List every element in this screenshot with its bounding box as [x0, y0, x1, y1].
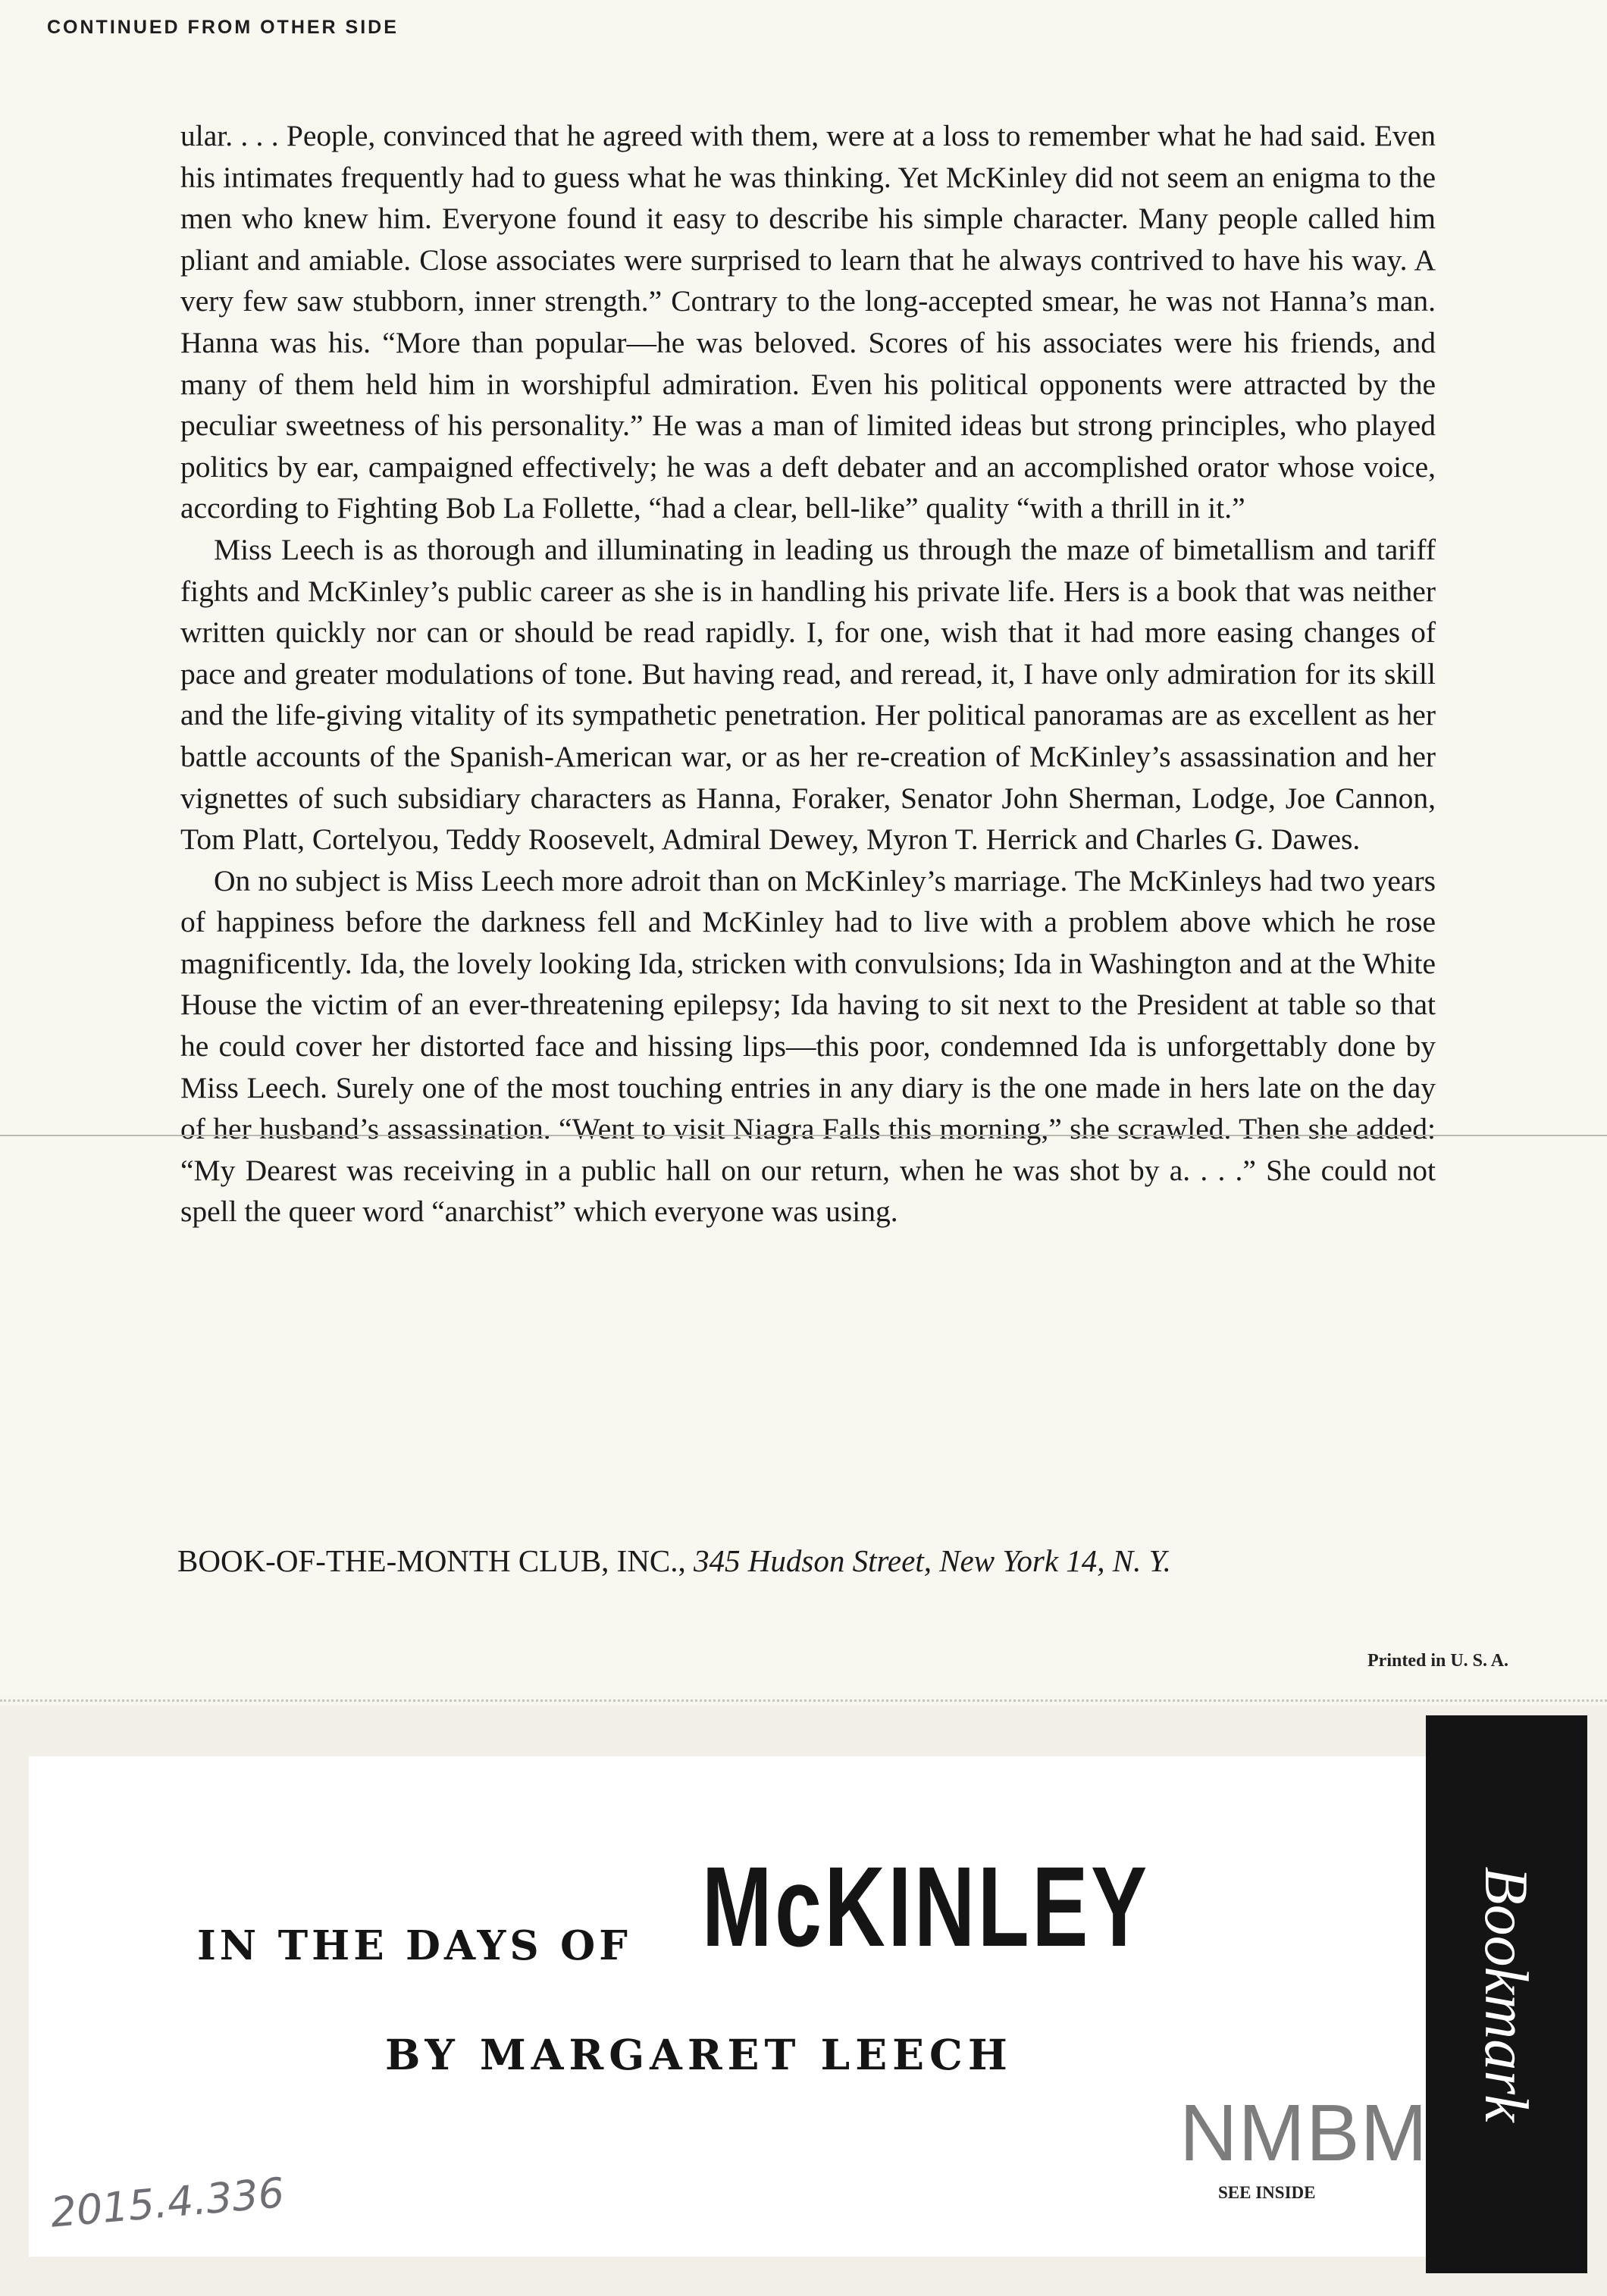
bookmark-tab-label: Bookmark	[1472, 1866, 1541, 2122]
book-title-prefix: IN THE DAYS OF	[197, 1922, 631, 1969]
publisher-address: 345 Hudson Street, New York 14, N. Y.	[694, 1543, 1171, 1578]
museum-watermark: NMBM	[1179, 2088, 1428, 2178]
accession-number: 2015.4.336	[49, 2169, 287, 2237]
paragraph-3: On no subject is Miss Leech more adroit than on McKinley’s marriage. The McKinleys had two years of happiness before the darkness fell and McKinley had to live with a problem above which he rose magnificently. Ida, the lovely looking Ida, stricken with convulsions; Ida in Washington and at the White House the victim of an ever-threatening epilepsy; Ida having to sit next to the President at table so that he could cover her distorted face and hissing lips—this poor, condemned Ida is unforgettably done by Miss Leech. Surely one of the most touching entries in any diary is the one made in hers late on the day of her husband’s assassination. “Went to visit Niagra Falls this morning,” she scrawled. Then she added: “My Dearest was receiving in a public hall on our return, when he was shot by a. . . .” She could not spell the queer word “anarchist” which everyone was using.	[180, 863, 1436, 1229]
paragraph-2: Miss Leech is as thorough and illuminating in leading us through the maze of bimetallism and tariff fights and McKinley’s public career as she is in handling his private life. Hers is a book that was neither written quickly nor can or should be read rapidly. I, for one, wish that it had more easing changes of pace and greater modulations of tone. But having read, and reread, it, I have only admiration for its skill and the life-giving vitality of its sympathetic penetration. Her political panoramas are as excellent as her battle accounts of the Spanish-American war, or as her re-creation of McKinley’s assassination and her vignettes of such subsidiary characters as Hanna, Foraker, Senator John Sherman, Lodge, Joe Cannon, Tom Platt, Cortelyou, Teddy Roosevelt, Admiral Dewey, Myron T. Herrick and Charles G. Dawes.	[180, 532, 1436, 857]
perforation-line	[0, 1699, 1607, 1702]
publisher-name: BOOK-OF-THE-MONTH CLUB, INC.,	[177, 1543, 686, 1578]
review-text	[180, 115, 1436, 1233]
publisher-line	[177, 1543, 1436, 1579]
printed-in-note: Printed in U. S. A.	[1367, 1651, 1509, 1671]
see-inside-note: SEE INSIDE	[1218, 2183, 1316, 2202]
continued-header: CONTINUED FROM OTHER SIDE	[47, 17, 399, 38]
book-title-main: McKINLEY	[702, 1843, 1150, 1970]
paragraph-1: ular. . . . People, convinced that he agreed with them, were at a loss to remember what he had said. Even his intimates frequently had to guess what he was thinking. Yet McKinley did not seem an enigma to the men who knew him. Everyone found it easy to describe his simple character. Many people called him pliant and amiable. Close associates were surprised to learn that he always contrived to have his way. A very few saw stubborn, inner strength.” Contrary to the long-accepted smear, he was not Hanna’s man. Hanna was his. “More than popular—he was beloved. Scores of his associates were his friends, and many of them held him in worshipful admiration. Even his political opponents were attracted by the peculiar sweetness of his personality.” He was a man of limited ideas but strong principles, who played politics by ear, campaigned effectively; he was a deft debater and an accomplished orator whose voice, according to Fighting Bob La Follette, “had a clear, bell-like” quality “with a thrill in it.”	[180, 119, 1436, 525]
fold-line	[0, 1135, 1607, 1136]
book-title	[197, 1843, 1410, 1978]
book-author: BY MARGARET LEECH	[385, 2030, 1013, 2079]
